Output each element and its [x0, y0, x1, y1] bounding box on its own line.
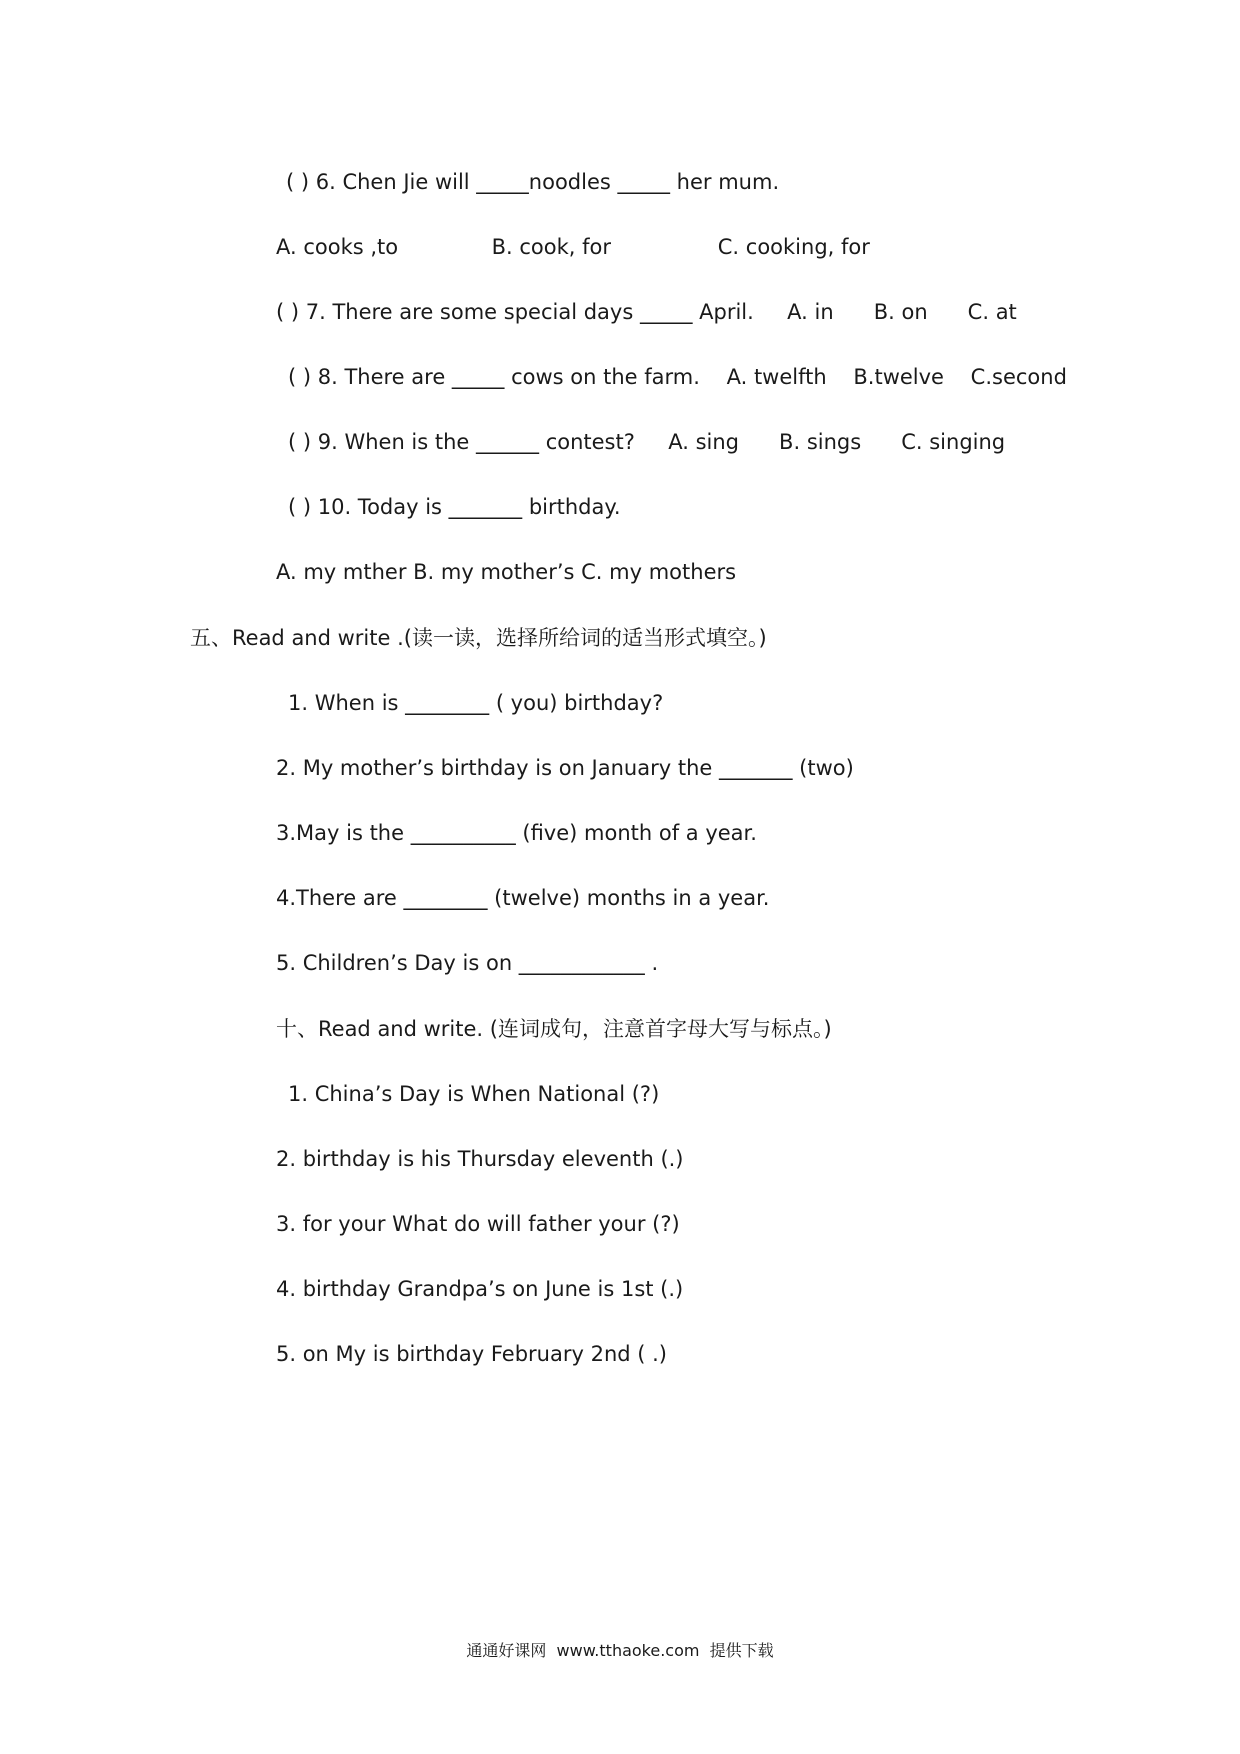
question-9: ( ) 9. When is the ______ contest? A. sing B. sings C. singing	[288, 430, 1006, 454]
question-10: ( ) 10. Today is _______ birthday.	[288, 495, 621, 519]
section-10-item-4: 4. birthday Grandpa’s on June is 1st (.)	[276, 1277, 684, 1301]
section-10-item-3: 3. for your What do will father your (?)	[276, 1212, 680, 1236]
section-5-item-4: 4.There are ________ (twelve) months in a year.	[276, 886, 770, 910]
section-10-item-2: 2. birthday is his Thursday eleventh (.)	[276, 1147, 684, 1171]
section-5-item-1: 1. When is ________ ( you) birthday?	[288, 691, 664, 715]
section-5-item-5: 5. Children’s Day is on ____________ .	[276, 951, 659, 975]
question-6: ( ) 6. Chen Jie will _____noodles _____ her mum.	[286, 170, 780, 194]
question-7: ( ) 7. There are some special days _____ April. A. in B. on C. at	[276, 300, 1017, 324]
section-10-item-1: 1. China’s Day is When National (?)	[288, 1082, 660, 1106]
section-5-item-2: 2. My mother’s birthday is on January the _______ (two)	[276, 756, 854, 780]
question-6-options: A. cooks ,to B. cook, for C. cooking, for	[276, 235, 870, 259]
question-10-options: A. my mther B. my mother’s C. my mothers	[276, 560, 737, 584]
page-footer: 通通好课网 www.tthaoke.com 提供下载	[466, 1641, 774, 1660]
section-10-item-5: 5. on My is birthday February 2nd ( .)	[276, 1342, 668, 1366]
question-8: ( ) 8. There are _____ cows on the farm. A. twelfth B.twelve C.second	[288, 365, 1067, 389]
section-5-heading: 五、Read and write .(读一读，选择所给词的适当形式填空。)	[190, 626, 767, 650]
section-5-item-3: 3.May is the __________ (five) month of a year.	[276, 821, 757, 845]
section-10-heading: 十、Read and write. (连词成句，注意首字母大写与标点。)	[276, 1017, 832, 1041]
